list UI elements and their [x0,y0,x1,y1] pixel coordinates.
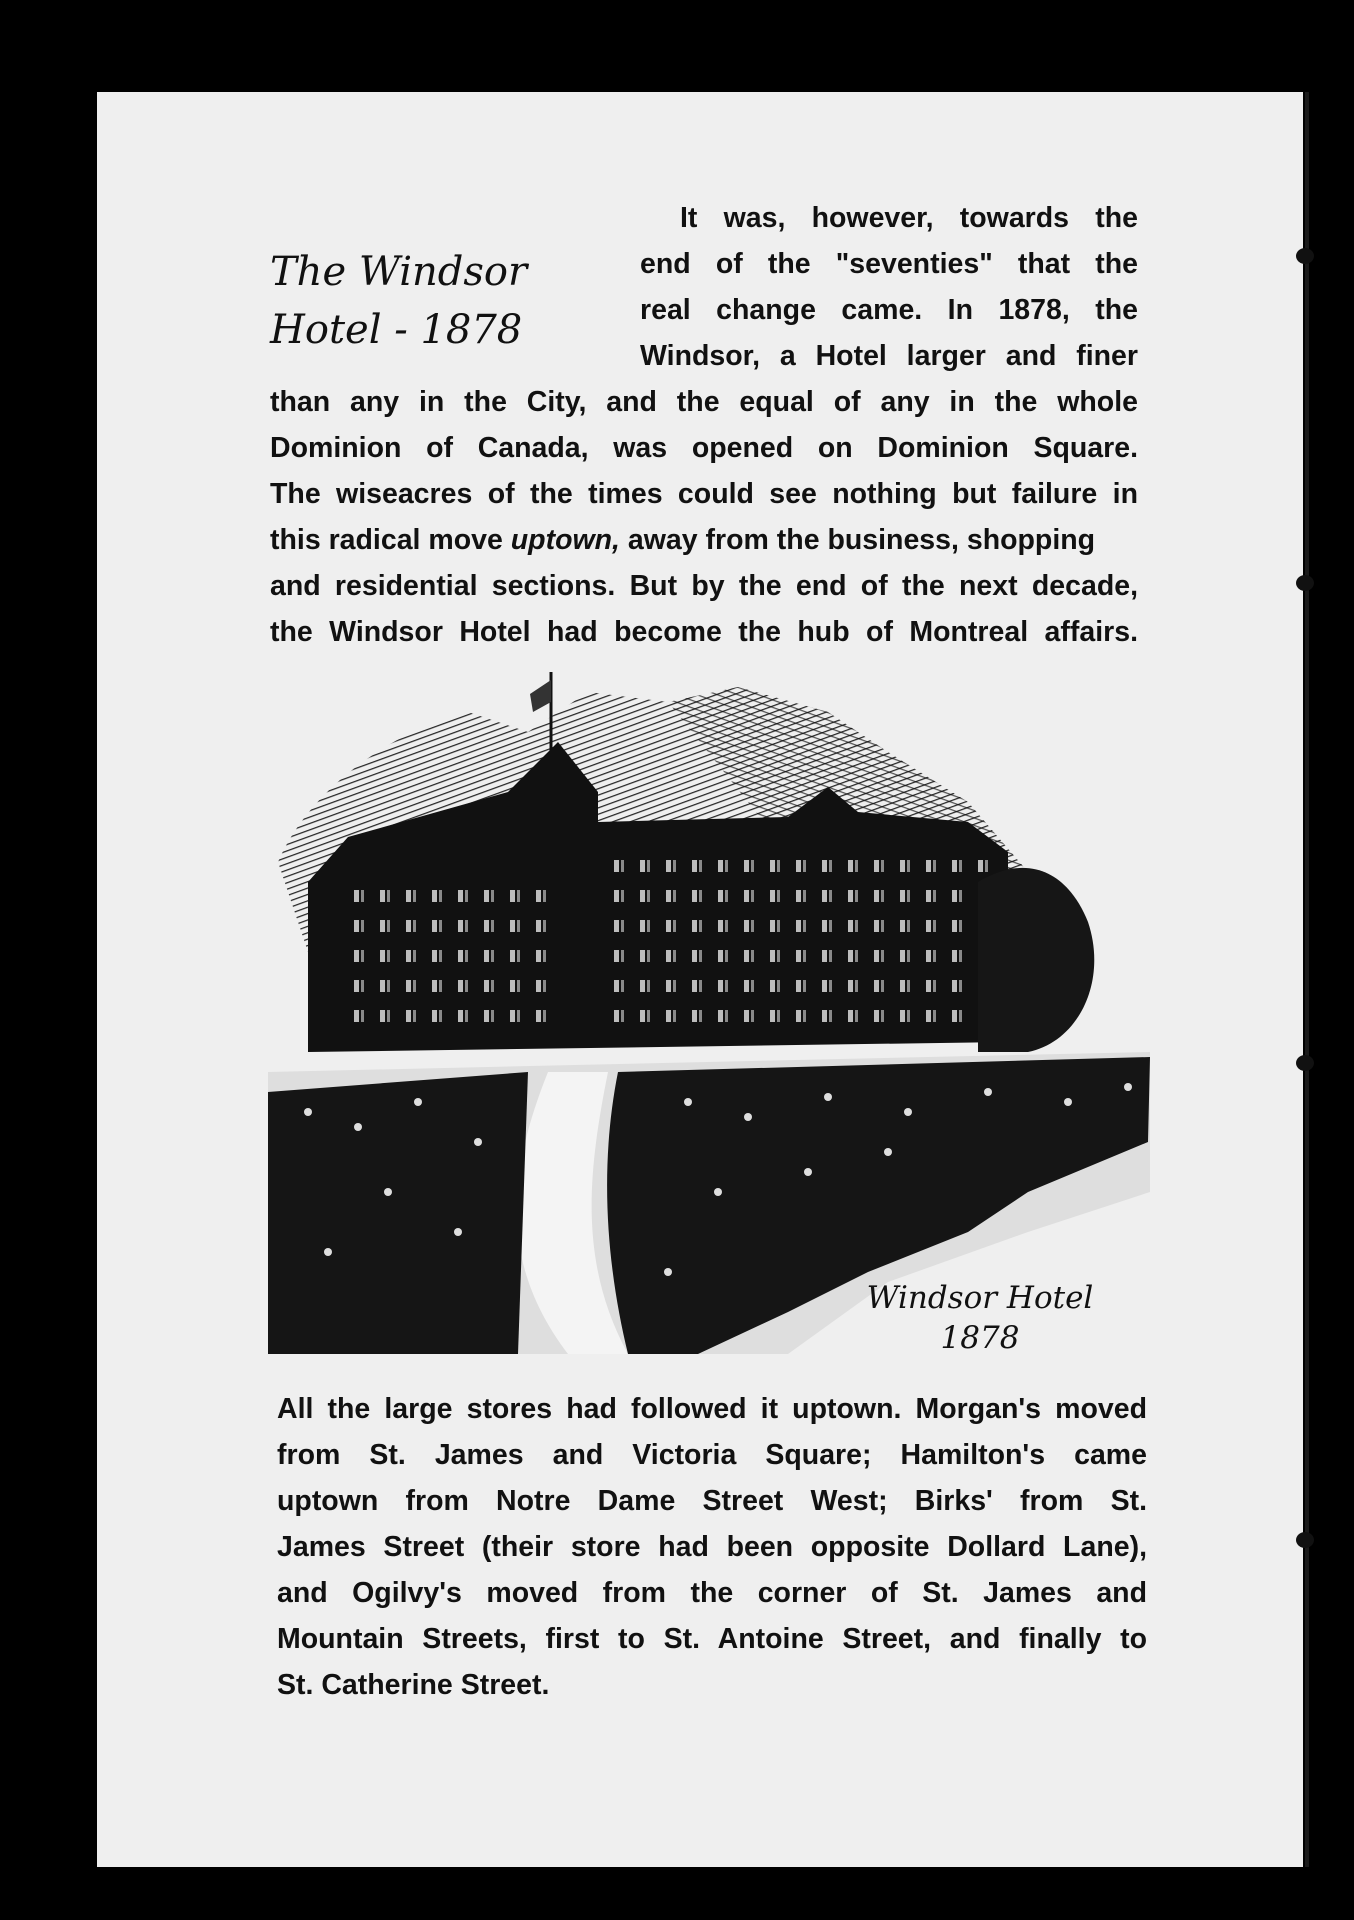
line-text: away from the business, shopping [627,524,1096,556]
line-text: this radical move [270,524,503,556]
paragraph-1-line: and residential sections. But by the end of the next decade, [270,570,1138,602]
paragraph-1-line: end of the "seventies" that the [640,248,1138,280]
section-heading-line-2: Hotel - 1878 [270,307,523,353]
paragraph-2-line: All the large stores had followed it uptown. Morgan's moved [277,1393,1147,1425]
binding-hole [1296,1532,1314,1548]
paragraph-2-line: James Street (their store had been opposite Dollard Lane), [277,1531,1147,1563]
paragraph-1-line [270,524,1138,557]
illustration-caption [820,1278,1140,1358]
paragraph-2-line: St. Catherine Street. [277,1669,550,1701]
paragraph-2-line: and Ogilvy's moved from the corner of St. James and [277,1577,1147,1609]
binding-hole [1296,248,1314,264]
paragraph-1-line: Windsor, a Hotel larger and finer [640,340,1138,372]
binding-hole [1296,575,1314,591]
caption-line-2: 1878 [940,1320,1020,1356]
caption-line-1: Windsor Hotel [866,1280,1094,1316]
section-heading [270,243,600,359]
paragraph-1-line: than any in the City, and the equal of any in the whole [270,386,1138,418]
section-heading-line-1: The Windsor [270,249,528,295]
paragraph-2-line: uptown from Notre Dame Street West; Birks' from St. [277,1485,1147,1517]
paragraph-1-line: real change came. In 1878, the [640,294,1138,326]
windsor-hotel-engraving [268,672,1150,1354]
emphasis-text: uptown, [510,524,620,556]
paragraph-2-line: from St. James and Victoria Square; Hamilton's came [277,1439,1147,1471]
paragraph-1-line: the Windsor Hotel had become the hub of Montreal affairs. [270,616,1138,648]
page-edge-shadow [1303,92,1354,1867]
binding-hole [1296,1055,1314,1071]
paragraph-1-line: Dominion of Canada, was opened on Dominion Square. [270,432,1138,464]
binding-edge [1305,92,1309,1867]
paragraph-1-line: It was, however, towards the [680,202,1138,234]
paragraph-2-line: Mountain Streets, first to St. Antoine Street, and finally to [277,1623,1147,1655]
paragraph-1-line: The wiseacres of the times could see nothing but failure in [270,478,1138,510]
